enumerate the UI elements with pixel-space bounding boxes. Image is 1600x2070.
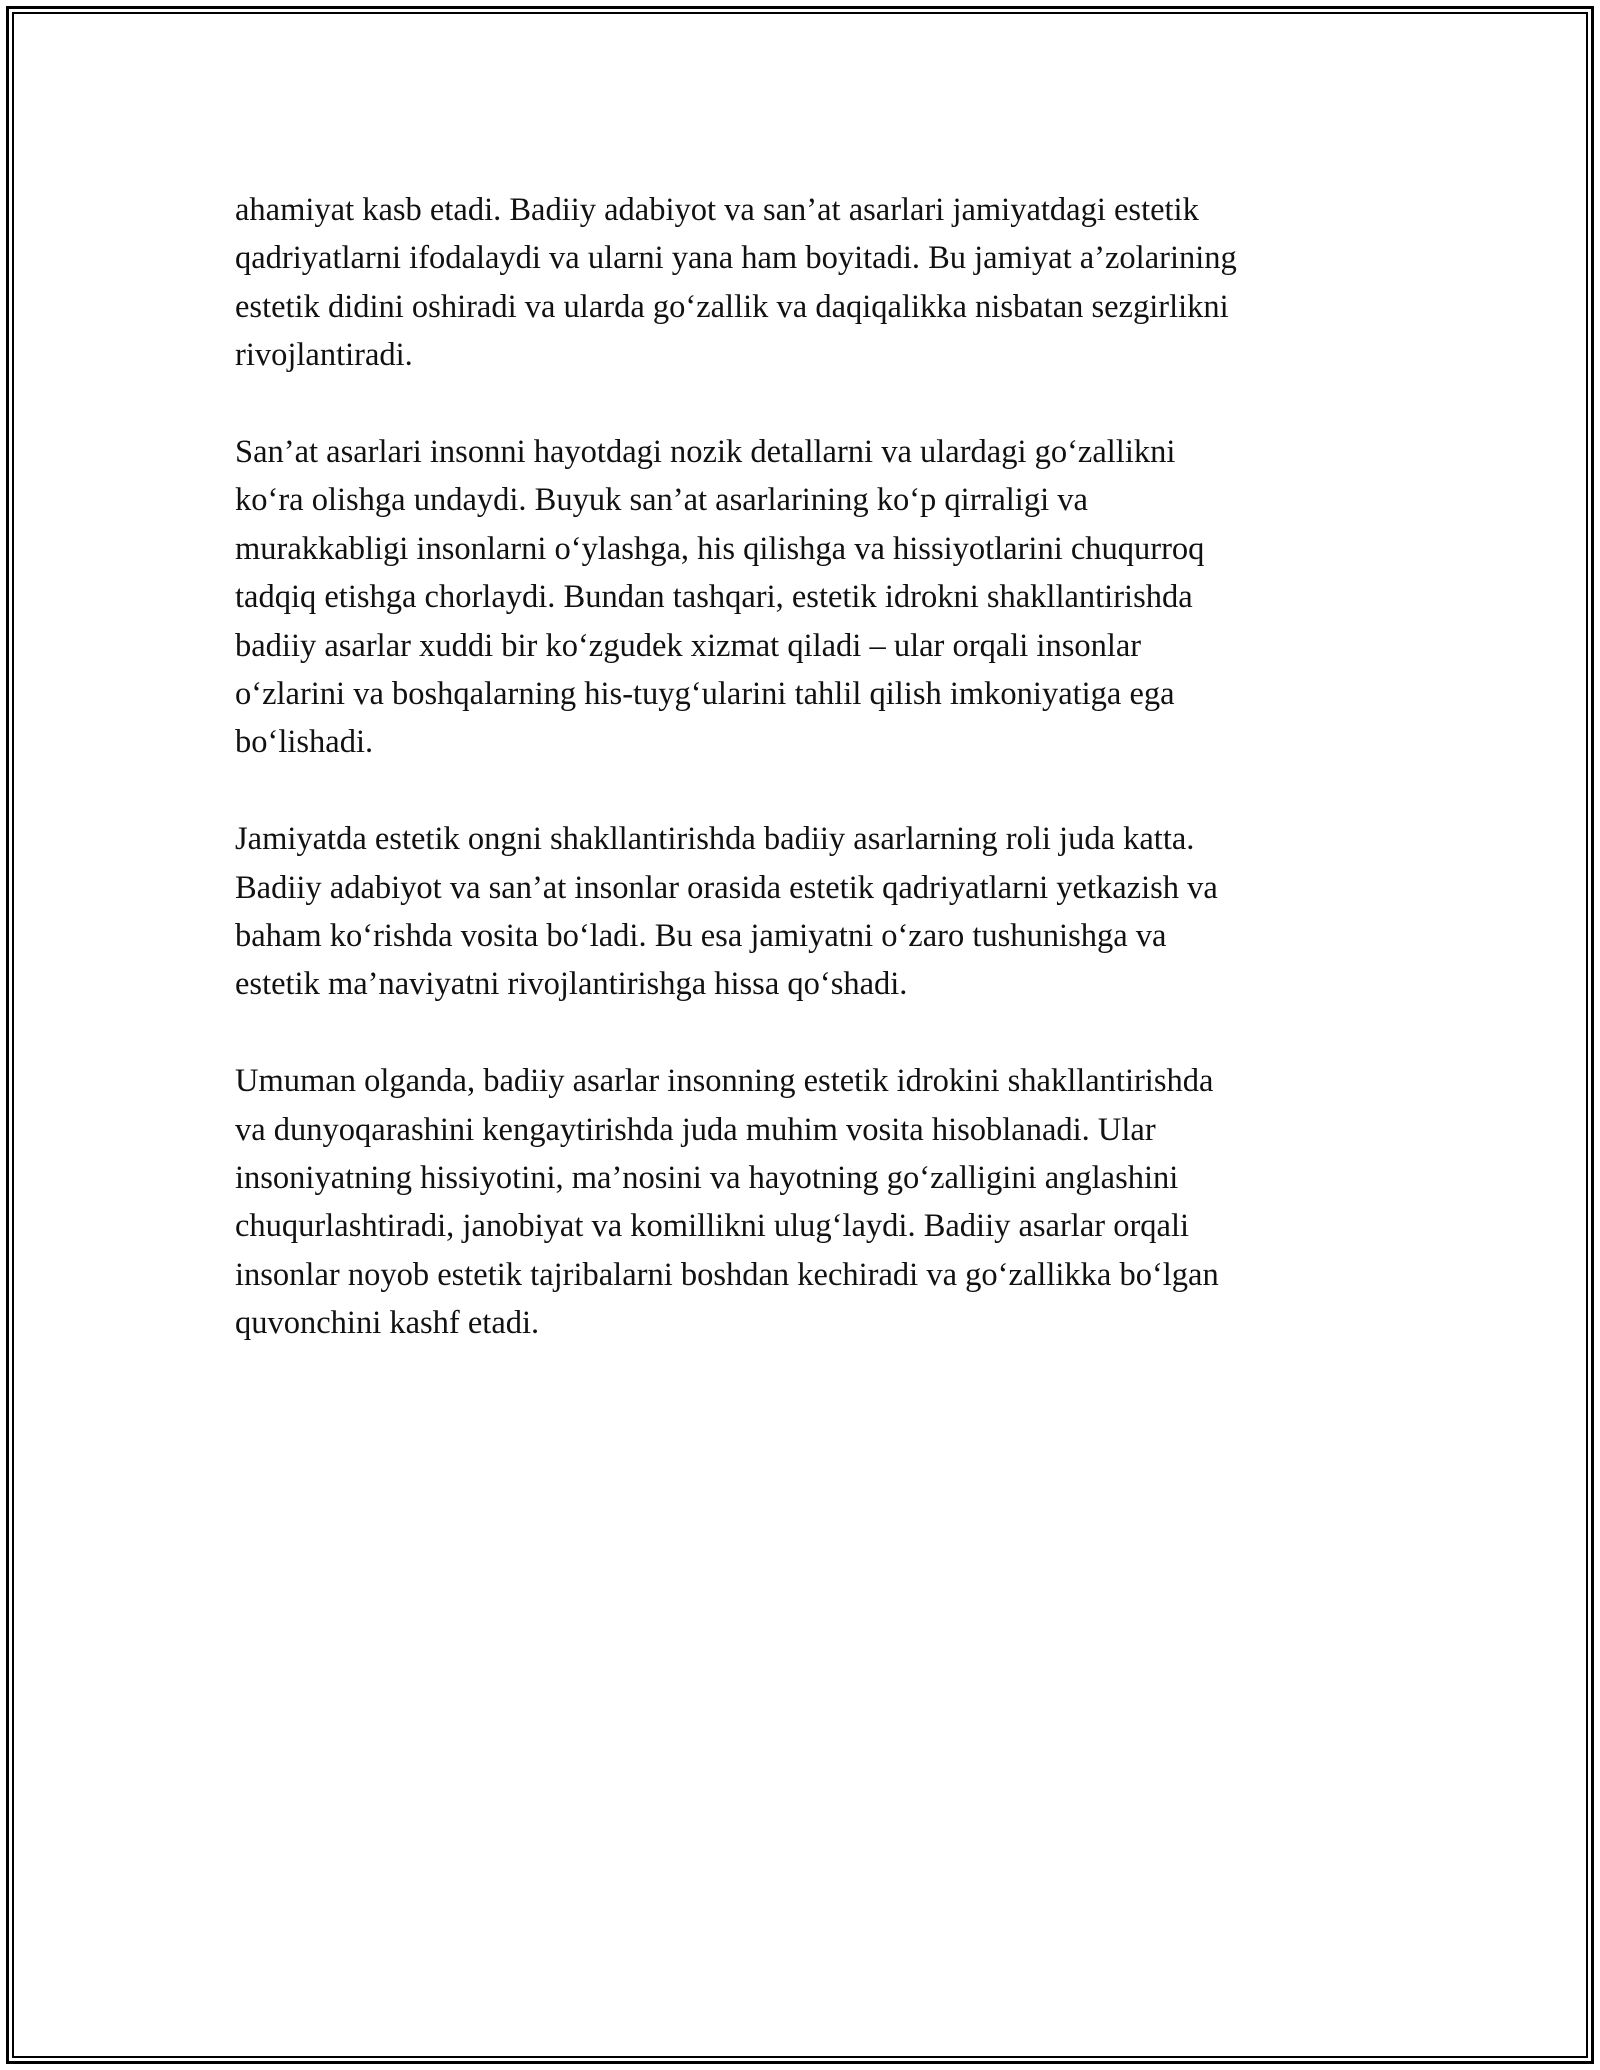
paragraph-2: San’at asarlari insonni hayotdagi nozik detallarni va ulardagi go‘zallikni ko‘ra olishga undaydi. Buyuk san’at asarlarining ko‘p qirraligi va murakkabligi insonlarni o‘ylashga, his qilishga va hissiyotlarini chuqurroq tadqiq etishga chorlaydi. Bundan tashqari, estetik idrokni shakllantirishda badiiy asarlar xuddi bir ko‘zgudek xizmat qiladi – ular orqali insonlar o‘zlarini va boshqalarning his-tuyg‘ularini tahlil qilish imkoniyatiga ega bo‘lishadi. bbox=[235, 434, 1205, 761]
paragraph-4: Umuman olganda, badiiy asarlar insonning estetik idrokini shakllantirishda va dunyoqarashini kengaytirishda juda muhim vosita hisoblanadi. Ular insoniyatning hissiyotini, ma’nosini va hayotning go‘zalligini anglashini chuqurlashtiradi, janobiyat va komillikni ulug‘laydi. Badiiy asarlar orqali insonlar noyob estetik tajribalarni boshdan kechiradi va go‘zallikka bo‘lgan quvonchini kashf etadi. bbox=[235, 1063, 1219, 1342]
paragraph-3: Jamiyatda estetik ongni shakllantirishda badiiy asarlarning roli juda katta. Badiiy adabiyot va san’at insonlar orasida estetik qadriyatlarni yetkazish va baham ko‘rishda vosita bo‘ladi. Bu esa jamiyatni o‘zaro tushunishga va estetik ma’naviyatni rivojlantirishga hissa qo‘shadi. bbox=[235, 821, 1218, 1003]
document-body bbox=[235, 186, 1380, 1396]
paragraph-1: ahamiyat kasb etadi. Badiiy adabiyot va san’at asarlari jamiyatdagi estetik qadriyatlarni ifodalaydi va ularni yana ham boyitadi. Bu jamiyat a’zolarining estetik didini oshiradi va ularda go‘zallik va daqiqalikka nisbatan sezgirlikni rivojlantiradi. bbox=[235, 192, 1237, 374]
